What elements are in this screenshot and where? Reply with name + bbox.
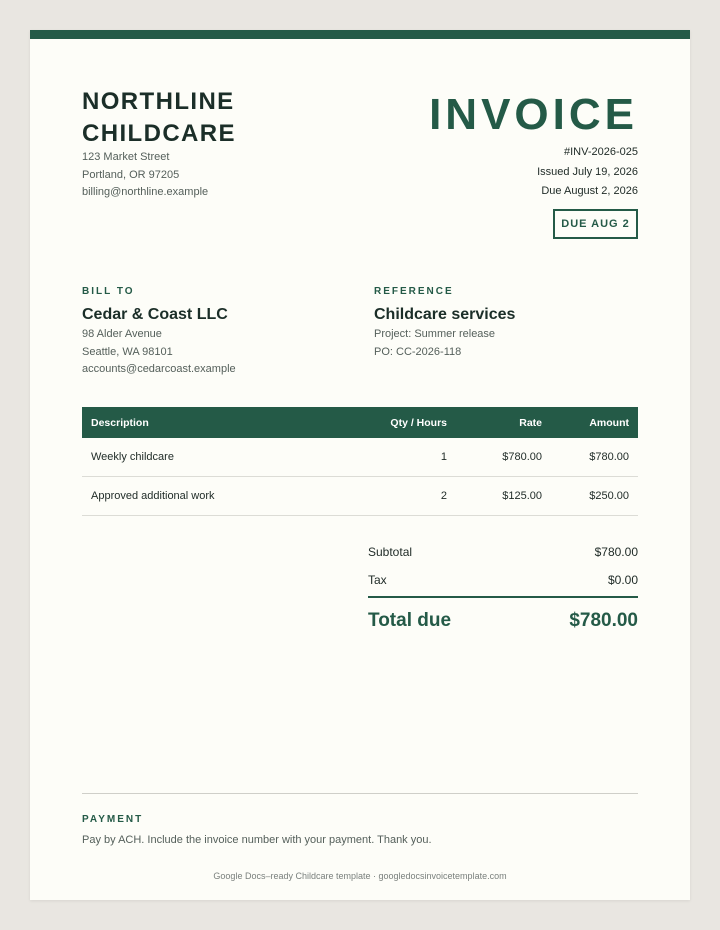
bill-to-label: BILL TO [82,286,135,297]
reference-name: Childcare services [374,306,516,323]
subtotal-value: $780.00 [594,545,638,559]
line-items-table [82,407,638,516]
subtotal-row [368,538,638,566]
total-due-value: $780.00 [569,610,638,631]
header-amount: Amount [551,407,638,438]
row-qty: 1 [350,438,456,477]
reference-po: PO: CC-2026-118 [374,345,462,358]
accent-bar [30,30,690,39]
company-address [82,149,208,202]
table-row [82,477,638,516]
total-due-label: Total due [368,610,452,631]
subtotal-label: Subtotal [368,545,413,559]
header-description: Description [82,407,350,438]
bill-to-city: Seattle, WA 98101 [82,345,173,358]
payment-section [82,814,432,846]
due-badge: DUE AUG 2 [553,209,638,239]
total-due-row [368,598,638,644]
reference-label: REFERENCE [374,286,454,297]
bill-to-name: Cedar & Coast LLC [82,306,228,323]
reference-project: Project: Summer release [374,328,496,340]
bill-to-email: accounts@cedarcoast.example [82,363,236,375]
invoice-title: INVOICE [429,90,638,139]
reference-section [374,286,515,361]
footer-divider [82,793,638,794]
row-rate: $780.00 [456,438,551,477]
row-amount: $780.00 [551,438,638,477]
invoice-meta [537,143,638,202]
row-description: Weekly childcare [82,438,350,477]
totals-section [368,538,638,644]
company-email: billing@northline.example [82,186,209,198]
company-city: Portland, OR 97205 [82,168,180,181]
header-qty: Qty / Hours [350,407,456,438]
issued-date: Issued July 19, 2026 [537,165,638,178]
company-name: NORTHLINE CHILDCARE [82,88,236,147]
company-street: 123 Market Street [82,151,170,163]
table-row [82,438,638,477]
invoice-page [30,30,690,900]
row-amount: $250.00 [551,477,638,516]
payment-label: PAYMENT [82,814,144,825]
table-header-row [82,407,638,438]
due-date: Due August 2, 2026 [541,185,638,197]
invoice-number: #INV-2026-025 [564,146,638,158]
tax-value: $0.00 [607,573,638,587]
bill-to-street: 98 Alder Avenue [82,328,162,340]
header-rate: Rate [456,407,551,438]
row-description: Approved additional work [82,477,350,516]
template-credit: Google Docs–ready Childcare template · googledocsinvoicetemplate.com [213,871,507,881]
payment-instructions: Pay by ACH. Include the invoice number with your payment. Thank you. [82,834,432,846]
tax-row [368,566,638,594]
tax-label: Tax [368,573,387,587]
row-qty: 2 [350,477,456,516]
row-rate: $125.00 [456,477,551,516]
bill-to-section [82,286,236,379]
